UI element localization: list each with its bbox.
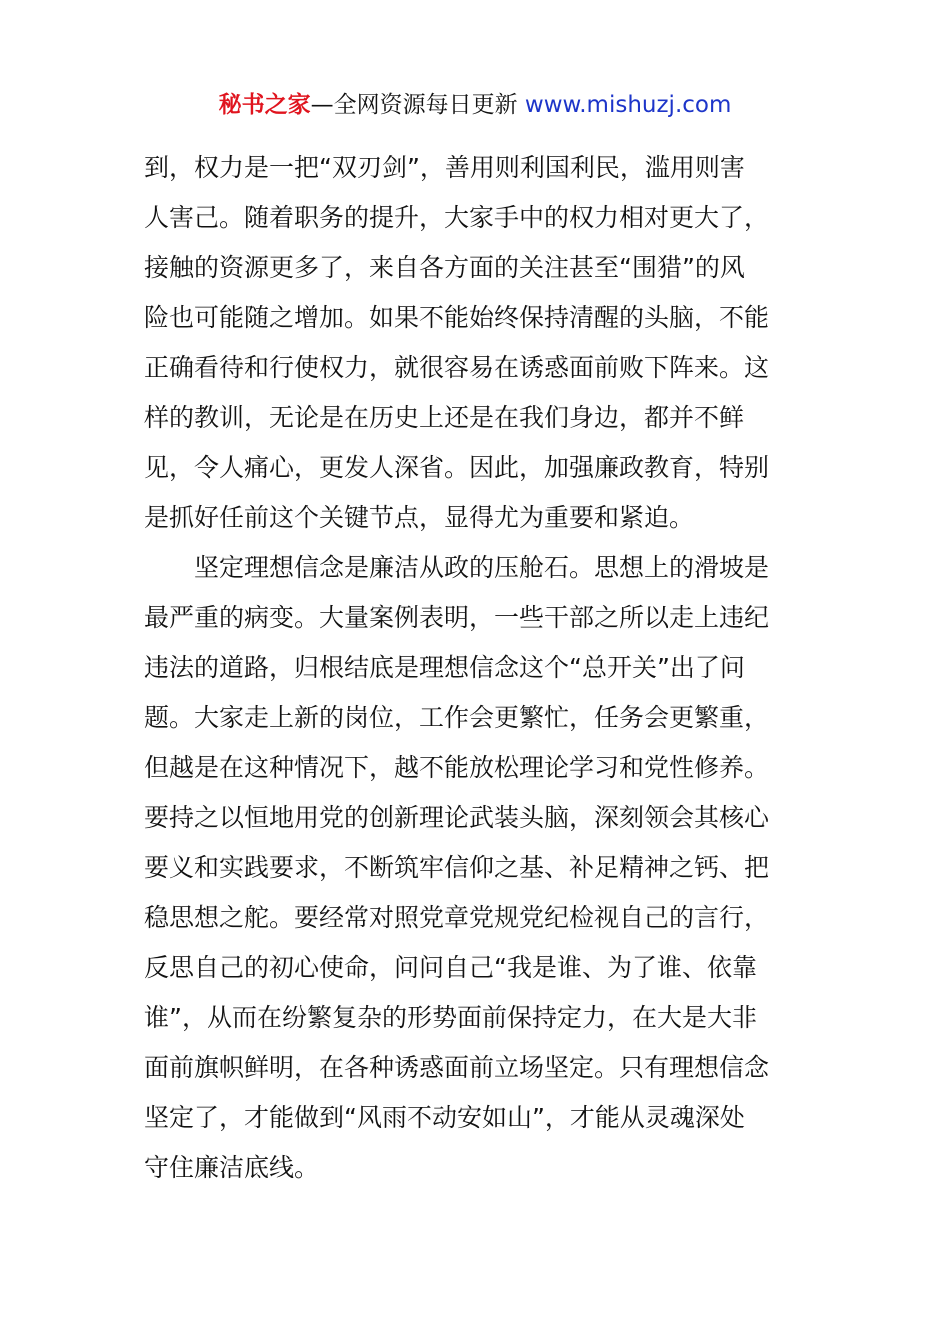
text-line: 是抓好任前这个关键节点，显得尤为重要和紧迫。 [144, 503, 695, 532]
text-line: 面前旗帜鲜明，在各种诱惑面前立场坚定。只有理想信念 [144, 1053, 770, 1082]
text-line: 守住廉洁底线。 [144, 1153, 320, 1182]
text-line: 坚定了，才能做到“风雨不动安如山”，才能从灵魂深处 [144, 1103, 745, 1132]
text-line: 样的教训，无论是在历史上还是在我们身边，都并不鲜 [144, 403, 745, 432]
document-body [144, 143, 810, 1193]
text-line: 最严重的病变。大量案例表明，一些干部之所以走上违纪 [144, 603, 770, 632]
text-line: 违法的道路，归根结底是理想信念这个“总开关”出了问 [144, 653, 745, 682]
page-header [0, 88, 950, 122]
text-line: 要义和实践要求，不断筑牢信仰之基、补足精神之钙、把 [144, 853, 770, 882]
text-line: 但越是在这种情况下，越不能放松理论学习和党性修养。 [144, 753, 770, 782]
text-line: 见，令人痛心，更发人深省。因此，加强廉政教育，特别 [144, 453, 770, 482]
text-line: 谁”，从而在纷繁复杂的形势面前保持定力，在大是大非 [144, 1003, 757, 1032]
text-line: 接触的资源更多了，来自各方面的关注甚至“围猎”的风 [144, 253, 745, 282]
text-line: 反思自己的初心使命，问问自己“我是谁、为了谁、依靠 [144, 953, 757, 982]
text-line: 稳思想之舵。要经常对照党章党规党纪检视自己的言行， [144, 903, 770, 932]
text-line: 人害己。随着职务的提升，大家手中的权力相对更大了， [144, 203, 770, 232]
text-line: 险也可能随之增加。如果不能始终保持清醒的头脑，不能 [144, 303, 770, 332]
text-line: 要持之以恒地用党的创新理论武装头脑，深刻领会其核心 [144, 803, 770, 832]
paragraph-first-line: 坚定理想信念是廉洁从政的压舱石。思想上的滑坡是 [194, 553, 770, 582]
site-url-link[interactable]: www.mishuzj.com [524, 92, 732, 118]
text-line: 到，权力是一把“双刃剑”，善用则利国利民，滥用则害 [144, 153, 745, 182]
text-line: 正确看待和行使权力，就很容易在诱惑面前败下阵来。这 [144, 353, 770, 382]
site-tagline: —全网资源每日更新 [310, 92, 525, 118]
text-line: 题。大家走上新的岗位，工作会更繁忙，任务会更繁重， [144, 703, 770, 732]
site-brand: 秘书之家 [218, 92, 311, 118]
